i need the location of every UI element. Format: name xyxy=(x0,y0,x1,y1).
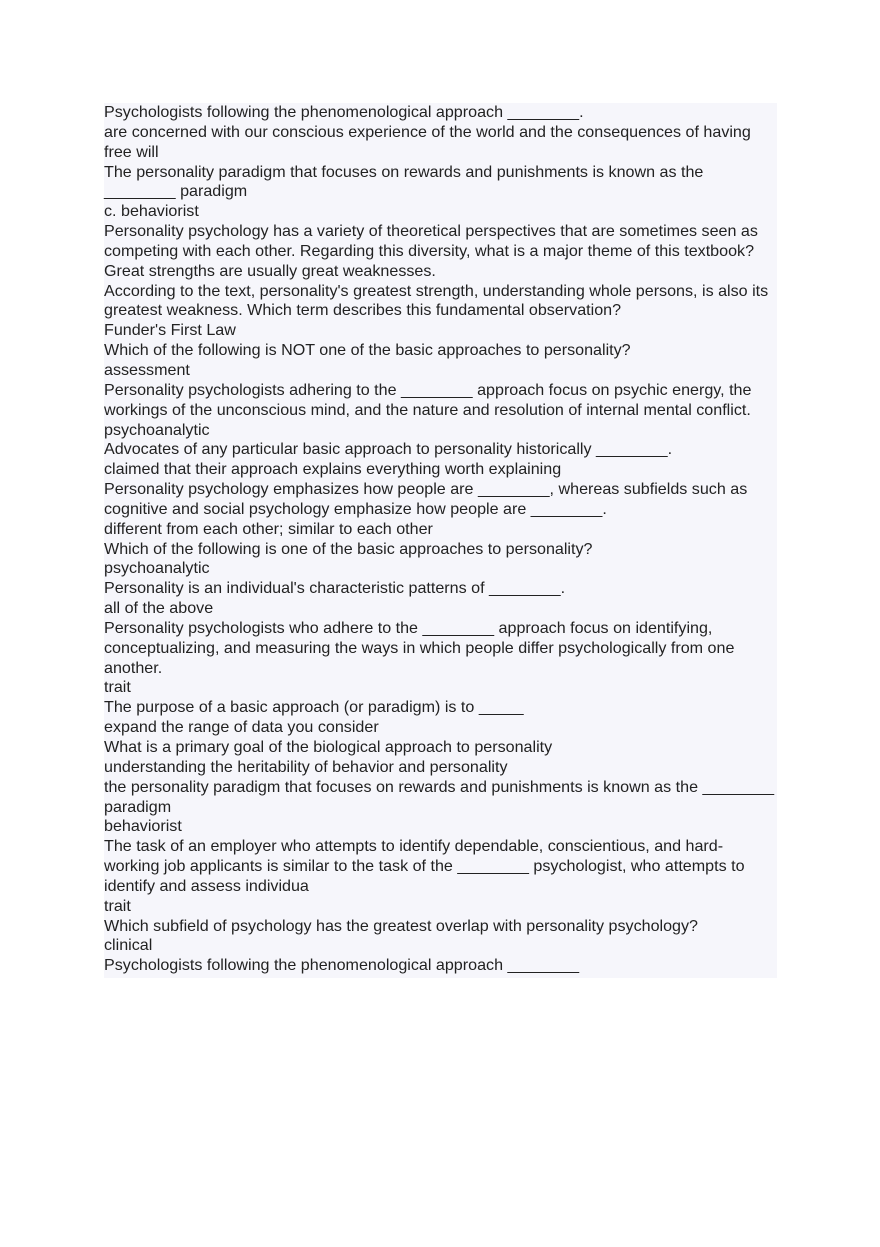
question-text: Which of the following is NOT one of the basic approaches to personality? xyxy=(104,341,631,360)
question-text: Which subfield of psychology has the greatest overlap with personality psychology? xyxy=(104,916,699,935)
answer-text: trait xyxy=(104,678,131,697)
question-text: According to the text, personality's greatest strength, understanding whole persons, is also its greatest weakness. Which term describes this fundamental observation? xyxy=(104,281,769,320)
answer-text: c. behaviorist xyxy=(104,202,199,221)
question-text: the personality paradigm that focuses on rewards and punishments is known as the ________ paradigm xyxy=(104,777,775,816)
question-text: Personality is an individual's characteristic patterns of ________. xyxy=(104,579,566,598)
question-text: What is a primary goal of the biological approach to personality xyxy=(104,738,553,756)
answer-text: trait xyxy=(104,896,131,915)
answer-text: understanding the heritability of behavior and personality xyxy=(104,757,508,776)
question-text: The personality paradigm that focuses on rewards and punishments is known as the ________ paradigm xyxy=(104,162,704,201)
answer-text: Funder's First Law xyxy=(104,321,236,340)
answer-text: claimed that their approach explains everything worth explaining xyxy=(104,460,562,479)
answer-text: Great strengths are usually great weaknesses. xyxy=(104,261,436,280)
answer-text: clinical xyxy=(104,936,153,955)
question-text: Personality psychology has a variety of theoretical perspectives that are sometimes seen as competing with each other. Regarding this diversity, what is a major theme of this textbook? xyxy=(104,222,758,260)
answer-text: all of the above xyxy=(104,599,214,618)
answer-text: psychoanalytic xyxy=(104,559,210,578)
answer-text: different from each other; similar to each other xyxy=(104,519,433,538)
answer-text: are concerned with our conscious experience of the world and the consequences of having free will xyxy=(104,122,751,161)
answer-text: expand the range of data you consider xyxy=(104,718,379,737)
question-text: The purpose of a basic approach (or paradigm) is to _____ xyxy=(104,698,524,717)
document-text xyxy=(104,103,777,978)
answer-text: behaviorist xyxy=(104,817,182,836)
question-text: Psychologists following the phenomenological approach ________ xyxy=(104,956,580,975)
question-text: Which of the following is one of the basic approaches to personality? xyxy=(104,539,593,558)
question-text: The task of an employer who attempts to identify dependable, conscientious, and hard-working job applicants is similar to the task of the ________ psychologist, who attempts to identify and assess individua xyxy=(104,837,745,895)
question-text: Advocates of any particular basic approach to personality historically ________. xyxy=(104,440,673,459)
question-text: Psychologists following the phenomenological approach ________. xyxy=(104,103,584,121)
answer-text: assessment xyxy=(104,360,190,379)
question-text: Personality psychology emphasizes how people are ________, whereas subfields such as cognitive and social psychology emphasize how people are ________. xyxy=(104,480,748,518)
answer-text: psychoanalytic xyxy=(104,420,210,439)
question-text: Personality psychologists adhering to the ________ approach focus on psychic energy, the workings of the unconscious mind, and the nature and resolution of internal mental conflict. xyxy=(104,380,752,419)
question-text: Personality psychologists who adhere to the ________ approach focus on identifying, conceptualizing, and measuring the ways in which people differ psychologically from one another. xyxy=(104,618,735,677)
